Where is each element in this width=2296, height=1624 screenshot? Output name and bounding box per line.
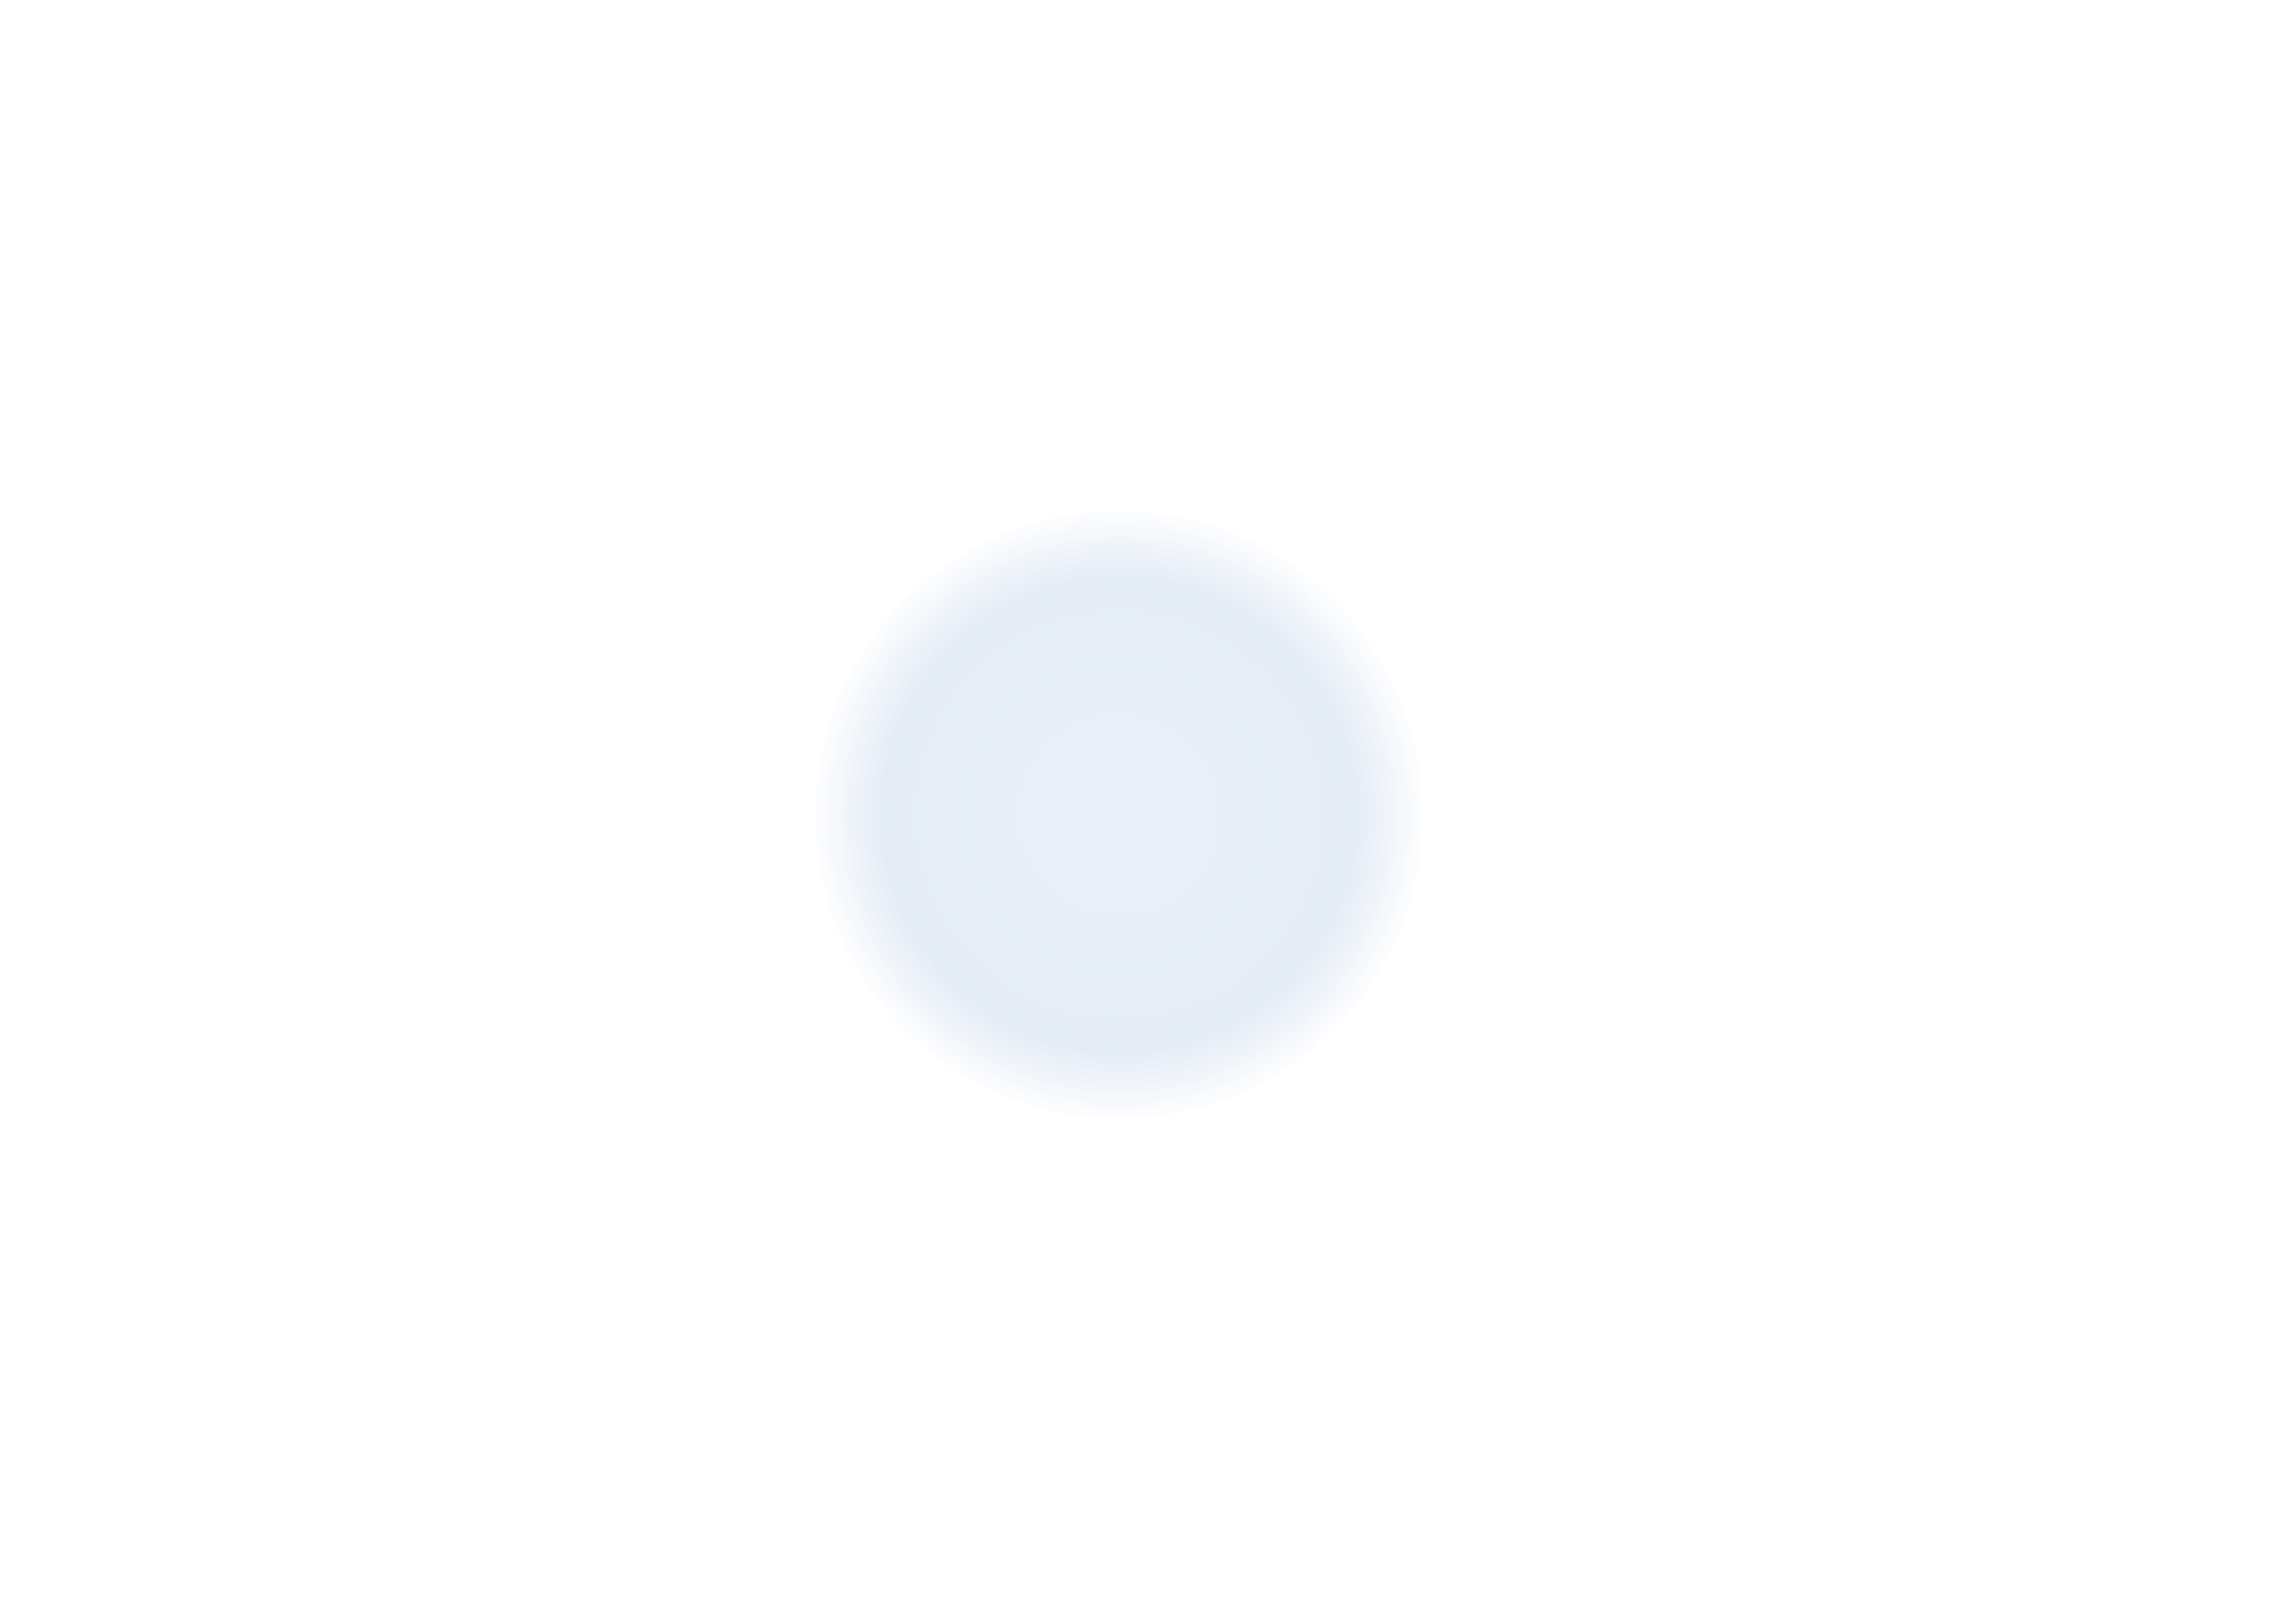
watermark-emblem	[815, 511, 1423, 1119]
